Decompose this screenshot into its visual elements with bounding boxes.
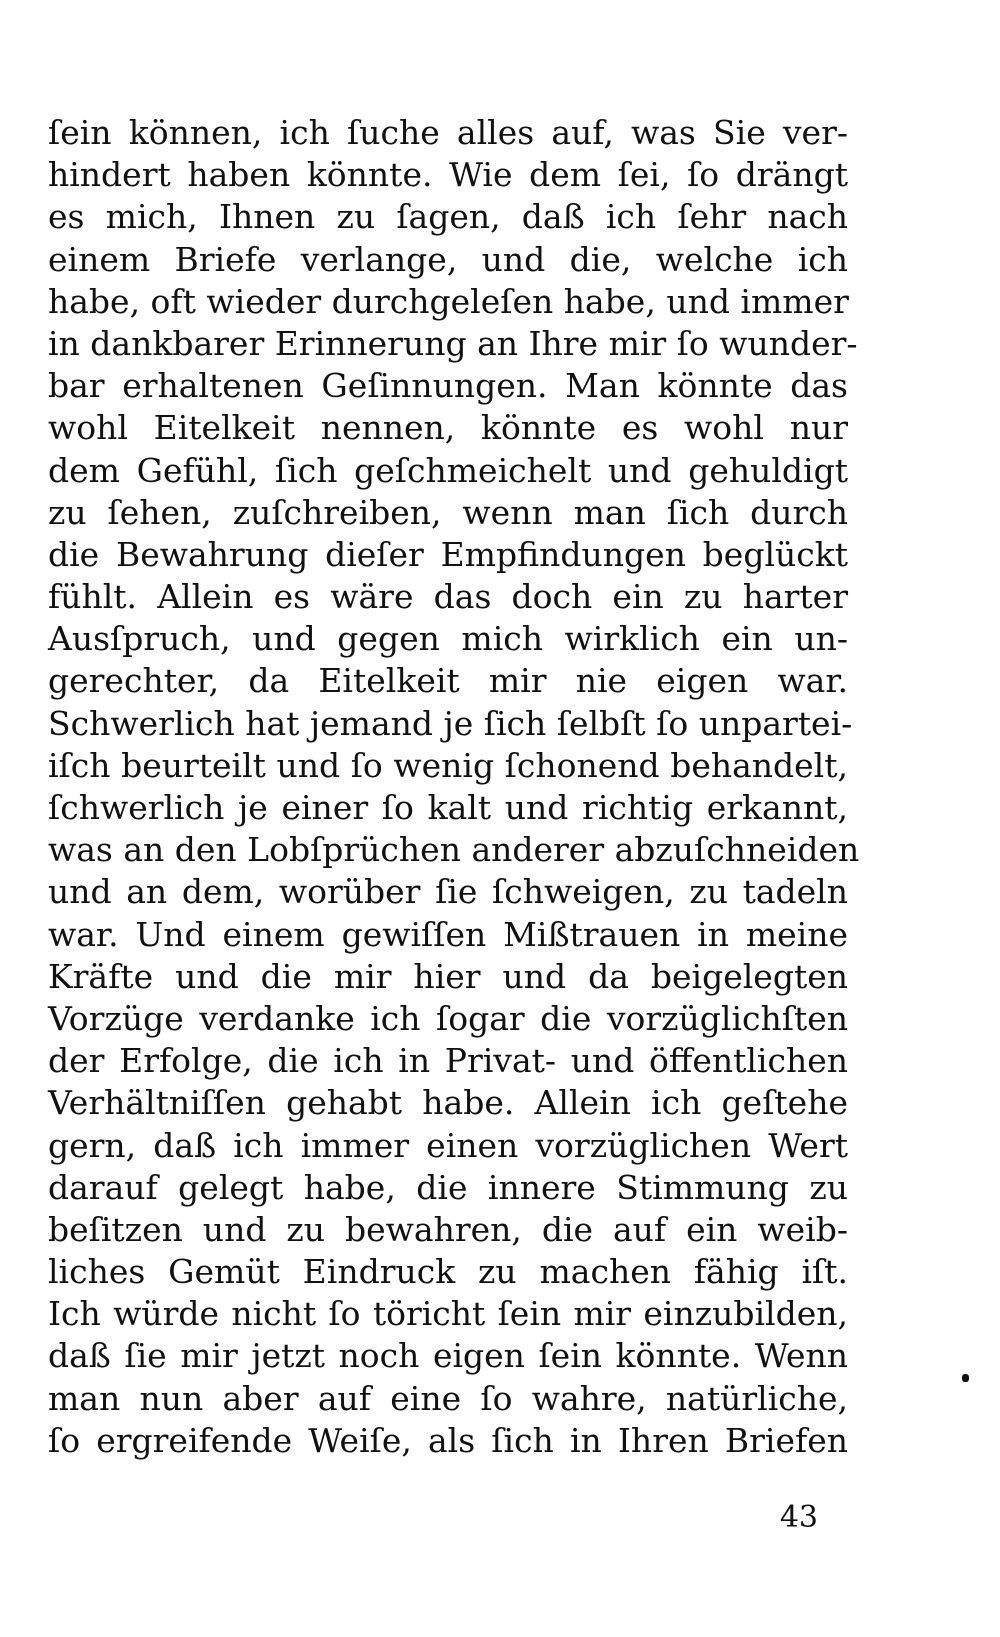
text-line: in dankbarer Erinnerung an Ihre mir ſo wunder- <box>48 323 858 363</box>
text-line: gern, daß ich immer einen vorzüglichen Wert <box>48 1125 848 1165</box>
text-line: liches Gemüt Eindruck zu machen fähig iſt. <box>48 1252 848 1292</box>
text-line: Ich würde nicht ſo töricht ſein mir einzubilden, <box>48 1294 848 1334</box>
text-line: ſo ergreifende Weiſe, als ſich in Ihren Briefen <box>48 1420 848 1460</box>
text-line: was an den Lobſprüchen anderer abzuſchneiden <box>48 830 860 870</box>
text-line: hindert haben könnte. Wie dem ſei, ſo drängt <box>48 155 848 195</box>
text-line: wohl Eitelkeit nennen, könnte es wohl nur <box>48 408 848 448</box>
text-line: Vorzüge verdanke ich ſogar die vorzüglichſten <box>48 998 848 1038</box>
text-line: war. Und einem gewiſſen Mißtrauen in meine <box>48 914 848 954</box>
text-line: iſch beurteilt und ſo wenig ſchonend behandelt, <box>48 745 848 785</box>
body-text <box>48 112 860 1462</box>
text-line: die Bewahrung dieſer Empfindungen beglückt <box>48 534 848 574</box>
text-line: beſitzen und zu bewahren, die auf ein weib- <box>48 1209 848 1249</box>
text-line: zu ſehen, zuſchreiben, wenn man ſich durch <box>48 492 848 532</box>
text-line: bar erhaltenen Geſinnungen. Man könnte das <box>48 366 848 406</box>
text-line: dem Gefühl, ſich geſchmeichelt und gehuldigt <box>48 450 848 490</box>
text-line: und an dem, worüber ſie ſchweigen, zu tadeln <box>48 872 848 912</box>
text-line: Schwerlich hat jemand je ſich ſelbſt ſo unpartei- <box>48 703 853 743</box>
text-line: habe, oft wieder durchgeleſen habe, und immer <box>48 281 849 321</box>
text-line: Kräfte und die mir hier und da beigelegten <box>48 956 848 996</box>
text-line: daß ſie mir jetzt noch eigen ſein könnte. Wenn <box>48 1336 848 1376</box>
text-line: gerechter, da Eitelkeit mir nie eigen war. <box>48 661 848 701</box>
text-line: ſchwerlich je einer ſo kalt und richtig erkannt, <box>48 788 848 827</box>
text-line: Ausſpruch, und gegen mich wirklich ein un- <box>48 619 848 659</box>
text-line: ſein können, ich ſuche alles auf, was Sie ver- <box>48 113 848 152</box>
page-number: 43 <box>779 1500 818 1535</box>
text-line: es mich, Ihnen zu ſagen, daß ich ſehr nach <box>48 197 848 237</box>
text-line: einem Briefe verlange, und die, welche ich <box>48 239 848 279</box>
text-line: man nun aber auf eine ſo wahre, natürliche, <box>48 1378 848 1418</box>
margin-dot <box>962 1374 969 1382</box>
text-line: fühlt. Allein es wäre das doch ein zu harter <box>48 577 848 617</box>
text-line: der Erfolge, die ich in Privat- und öffentlichen <box>48 1041 848 1081</box>
text-line: Verhältniſſen gehabt habe. Allein ich geſtehe <box>48 1083 848 1123</box>
text-line: darauf gelegt habe, die innere Stimmung zu <box>48 1167 848 1207</box>
